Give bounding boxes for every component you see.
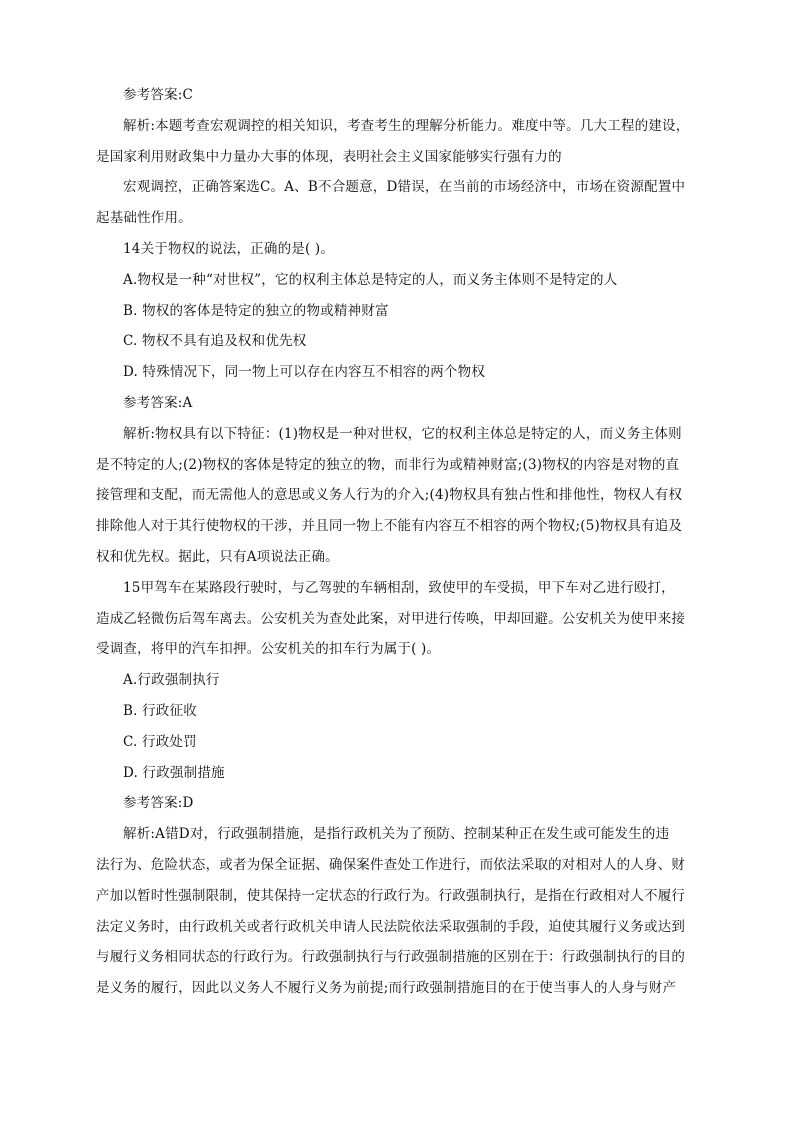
- text-line: 是不特定的人;(2)物权的客体是特定的独立的物，而非行为或精神财富;(3)物权的内容是对物的直: [96, 456, 680, 473]
- text-line: 宏观调控，正确答案选C。A、B不合题意，D错误，在当前的市场经济中，市场在资源配置中: [123, 179, 686, 196]
- text-line: 参考答案:C: [123, 87, 194, 103]
- text-line: 接管理和支配，而无需他人的意思或义务人行为的介入;(4)物权具有独占性和排他性，物权人有权: [96, 487, 683, 504]
- text-line: C. 行政处罚: [123, 733, 197, 750]
- text-line: 解析:A错D对，行政强制措施，是指行政机关为了预防、控制某种正在发生或可能发生的违: [123, 826, 670, 843]
- text-line: A.物权是一种“对世权”，它的权利主体总是特定的人，而义务主体则不是特定的人: [123, 271, 618, 288]
- text-line: D. 行政强制措施: [123, 764, 225, 781]
- text-line: 15甲驾车在某路段行驶时，与乙驾驶的车辆相刮，致使甲的车受损，甲下车对乙进行殴打，: [123, 579, 675, 596]
- text-line: D. 特殊情况下，同一物上可以存在内容互不相容的两个物权: [123, 364, 486, 381]
- text-line: B. 物权的客体是特定的独立的物或精神财富: [123, 302, 389, 319]
- text-line: 参考答案:A: [123, 394, 193, 411]
- text-line: 法定义务时，由行政机关或者行政机关申请人民法院依法采取强制的手段，迫使其履行义务或达到: [96, 918, 686, 935]
- text-line: 是国家利用财政集中力量办大事的体现，表明社会主义国家能够实行强有力的: [96, 148, 562, 165]
- text-line: B. 行政征收: [123, 702, 197, 719]
- text-line: 造成乙轻微伤后驾车离去。公安机关为查处此案，对甲进行传唤，甲却回避。公安机关为使甲来接: [96, 610, 686, 627]
- text-line: 权和优先权。据此，只有A项说法正确。: [96, 548, 339, 565]
- text-line: 受调查，将甲的汽车扣押。公安机关的扣车行为属于( )。: [96, 641, 441, 658]
- document-body: [96, 80, 696, 1004]
- text-line: 参考答案:D: [123, 795, 194, 812]
- text-line: 解析:物权具有以下特征：(1)物权是一种对世权，它的权利主体总是特定的人，而义务主体则: [123, 425, 682, 442]
- text-line: 14关于物权的说法，正确的是( )。: [123, 240, 335, 257]
- text-line: 与履行义务相同状态的行政行为。行政强制执行与行政强制措施的区别在于：行政强制执行的目的: [96, 949, 686, 966]
- text-line: 是义务的履行，因此以义务人不履行义务为前提;而行政强制措施目的在于使当事人的人身与财产: [96, 980, 677, 997]
- text-line: 法行为、危险状态，或者为保全证据、确保案件查处工作进行，而依法采取的对相对人的人身、财: [96, 856, 686, 873]
- text-line: 起基础性作用。: [96, 210, 192, 227]
- text-line: C. 物权不具有追及权和优先权: [123, 333, 307, 350]
- text-line: 解析:本题考查宏观调控的相关知识，考查考生的理解分析能力。难度中等。几大工程的建设，: [123, 117, 690, 134]
- text-line: 产加以暂时性强制限制，使其保持一定状态的行政行为。行政强制执行，是指在行政相对人不履行: [96, 887, 686, 904]
- text-line: A.行政强制执行: [123, 672, 220, 689]
- text-line: 排除他人对于其行使物权的干涉，并且同一物上不能有内容互不相容的两个物权;(5)物权具有追及: [96, 518, 683, 535]
